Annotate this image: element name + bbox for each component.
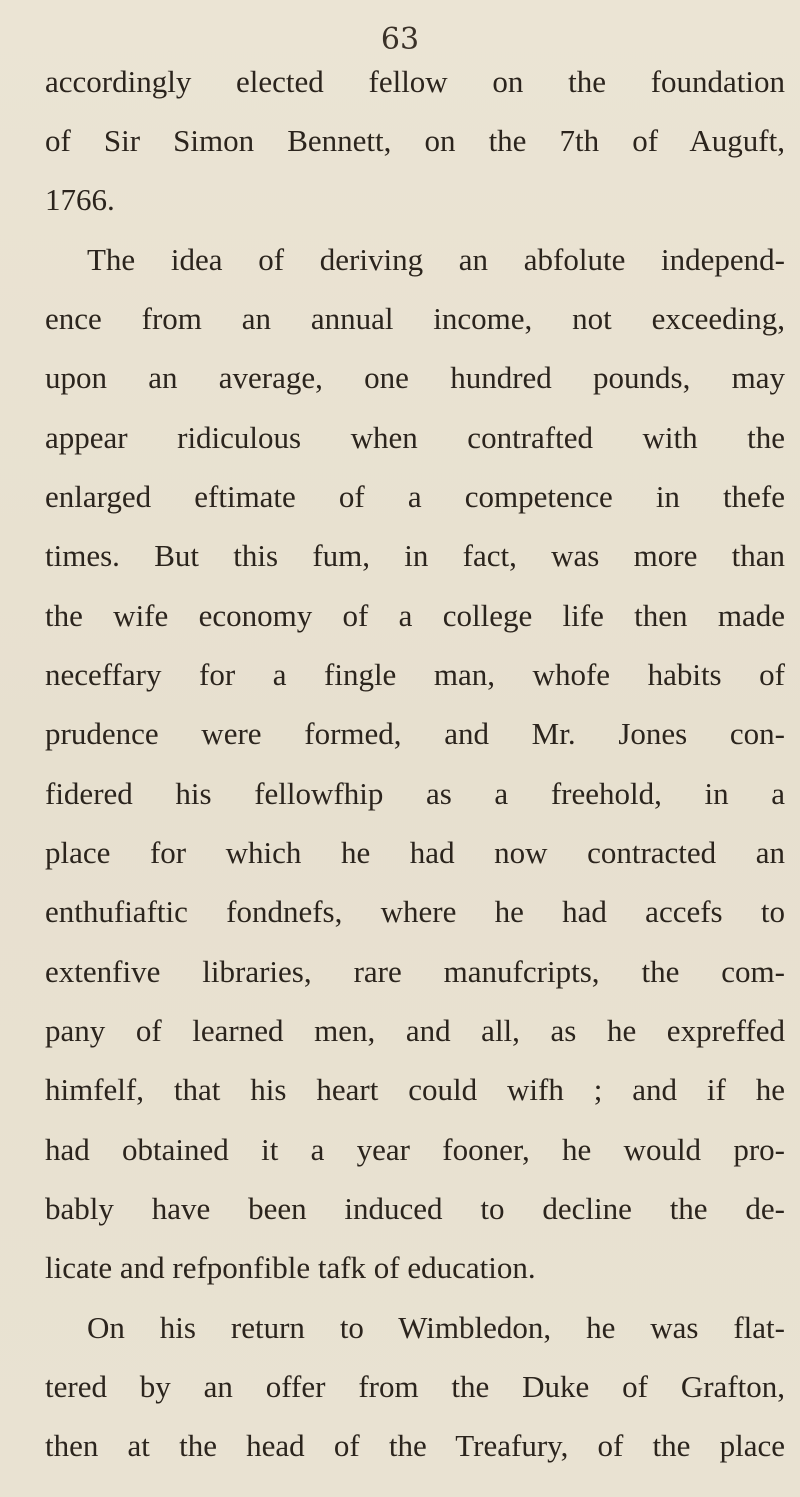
text-line-19: had obtained it a year fooner, he would pro- (45, 1132, 785, 1167)
text-line-4: The idea of deriving an abfolute independ- (87, 242, 785, 277)
text-line-2: of Sir Simon Bennett, on the 7th of Auguft, (45, 123, 785, 158)
text-line-12: prudence were formed, and Mr. Jones con- (45, 716, 785, 751)
text-line-9: times. But this fum, in fact, was more than (45, 538, 785, 573)
text-line-1: accordingly elected fellow on the foundation (45, 64, 785, 99)
text-line-10: the wife economy of a college life then made (45, 598, 785, 633)
text-line-18: himfelf, that his heart could wifh ; and if he (45, 1072, 785, 1107)
text-line-14: place for which he had now contracted an (45, 835, 785, 870)
text-line-24: then at the head of the Treafury, of the place (45, 1428, 785, 1463)
text-line-23: tered by an offer from the Duke of Grafton, (45, 1369, 785, 1404)
text-line-3: 1766. (45, 182, 115, 217)
text-line-11: neceffary for a fingle man, whofe habits of (45, 657, 785, 692)
text-line-16: extenfive libraries, rare manufcripts, the com- (45, 954, 785, 989)
page-number: 63 (380, 22, 420, 57)
text-line-13: fidered his fellowfhip as a freehold, in a (45, 776, 785, 811)
text-line-15: enthufiaftic fondnefs, where he had accefs to (45, 894, 785, 929)
text-line-22: On his return to Wimbledon, he was flat- (87, 1310, 785, 1345)
text-line-6: upon an average, one hundred pounds, may (45, 360, 785, 395)
text-line-21: licate and refponfible tafk of education. (45, 1250, 536, 1285)
text-line-20: bably have been induced to decline the de- (45, 1191, 785, 1226)
text-line-5: ence from an annual income, not exceeding, (45, 301, 785, 336)
text-line-8: enlarged eftimate of a competence in thefe (45, 479, 785, 514)
text-line-7: appear ridiculous when contrafted with the (45, 420, 785, 455)
text-line-17: pany of learned men, and all, as he expreffed (45, 1013, 785, 1048)
